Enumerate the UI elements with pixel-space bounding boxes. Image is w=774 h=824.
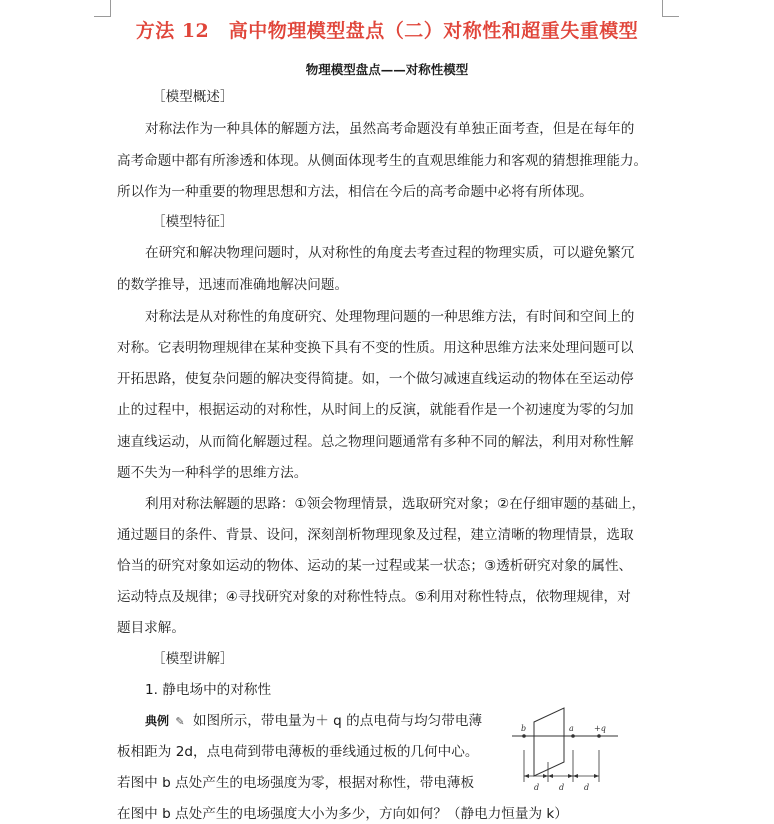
dimension-label-d: d: [534, 783, 540, 792]
charge-plate-figure: [500, 700, 630, 800]
paragraph-line: 利用对称法解题的思路：①领会物理情景，选取研究对象；②在仔细审题的基础上，: [145, 496, 646, 512]
example-label: 典例: [145, 714, 170, 728]
paragraph-line: 的数学推导，迅速而准确地解决问题。: [117, 277, 349, 293]
label-a: a: [569, 724, 574, 733]
paragraph-line: 运动特点及规律；④寻找研究对象的对称性特点。⑤利用对称性特点，依物理规律，对: [117, 589, 631, 605]
paragraph-line: 高考命题中都有所渗透和体现。从侧面体现考生的直观思维能力和客观的猜想推理能力。: [117, 153, 648, 169]
section-heading-feature: ［模型特征］: [152, 214, 234, 230]
label-b: b: [521, 724, 527, 733]
paragraph-line: 对称。它表明物理规律在某种变换下具有不变的性质。用这种思维方法来处理问题可以: [117, 340, 634, 356]
paragraph-line: 通过题目的条件、背景、设问，深刻剖析物理现象及过程，建立清晰的物理情景，选取: [117, 527, 634, 543]
dimension-label-d: d: [559, 783, 565, 792]
paragraph-line: 板相距为 2d，点电荷到带电薄板的垂线通过板的几何中心。: [117, 744, 479, 760]
paragraph-line: 止的过程中，根据运动的对称性，从时间上的反演，就能看作是一个初速度为零的匀加: [117, 402, 634, 418]
paragraph-line: 速直线运动，从而简化解题过程。总之物理问题通常有多种不同的解法，利用对称性解: [117, 434, 634, 450]
example-first-line: [145, 711, 482, 732]
paragraph-line: 开拓思路，使复杂问题的解决变得简捷。如，一个做匀减速直线运动的物体在至运动停: [117, 371, 634, 387]
subsection-heading: 1. 静电场中的对称性: [145, 682, 272, 698]
paragraph-line: 如图所示，带电量为＋ q 的点电荷与均匀带电薄: [192, 713, 483, 729]
pen-icon: ✎: [175, 715, 185, 728]
section-heading-overview: ［模型概述］: [152, 89, 234, 105]
label-charge: +q: [594, 724, 606, 733]
paragraph-line: 若图中 b 点处产生的电场强度为零，根据对称性，带电薄板: [117, 775, 475, 791]
paragraph-line: 对称法是从对称性的角度研究、处理物理问题的一种思维方法，有时间和空间上的: [145, 309, 635, 325]
paragraph-line: 所以作为一种重要的物理思想和方法，相信在今后的高考命题中必将有所体现。: [117, 184, 593, 200]
point-charge: [597, 734, 601, 738]
dimension-label-d: d: [584, 783, 590, 792]
paragraph-line: 在图中 b 点处产生的电场强度大小为多少，方向如何？（静电力恒量为 k）: [117, 806, 568, 822]
paragraph-line: 恰当的研究对象如运动的物体、运动的某一过程或某一状态；③透析研究对象的属性、: [117, 558, 633, 574]
paragraph-line: 题目求解。: [117, 620, 185, 636]
paragraph-line: 题不失为一种科学的思维方法。: [117, 465, 308, 481]
point-a: [571, 734, 575, 738]
paragraph-line: 对称法作为一种具体的解题方法，虽然高考命题没有单独正面考查，但是在每年的: [145, 121, 635, 137]
point-b: [522, 734, 526, 738]
paragraph-line: 在研究和解决物理问题时，从对称性的角度去考查过程的物理实质，可以避免繁冗: [145, 245, 635, 261]
charged-plate: [534, 708, 564, 776]
page-title: 方法 12 高中物理模型盘点（二）对称性和超重失重模型: [135, 20, 639, 42]
section-heading-lecture: ［模型讲解］: [152, 651, 234, 667]
page-subtitle: 物理模型盘点——对称性模型: [305, 62, 469, 77]
